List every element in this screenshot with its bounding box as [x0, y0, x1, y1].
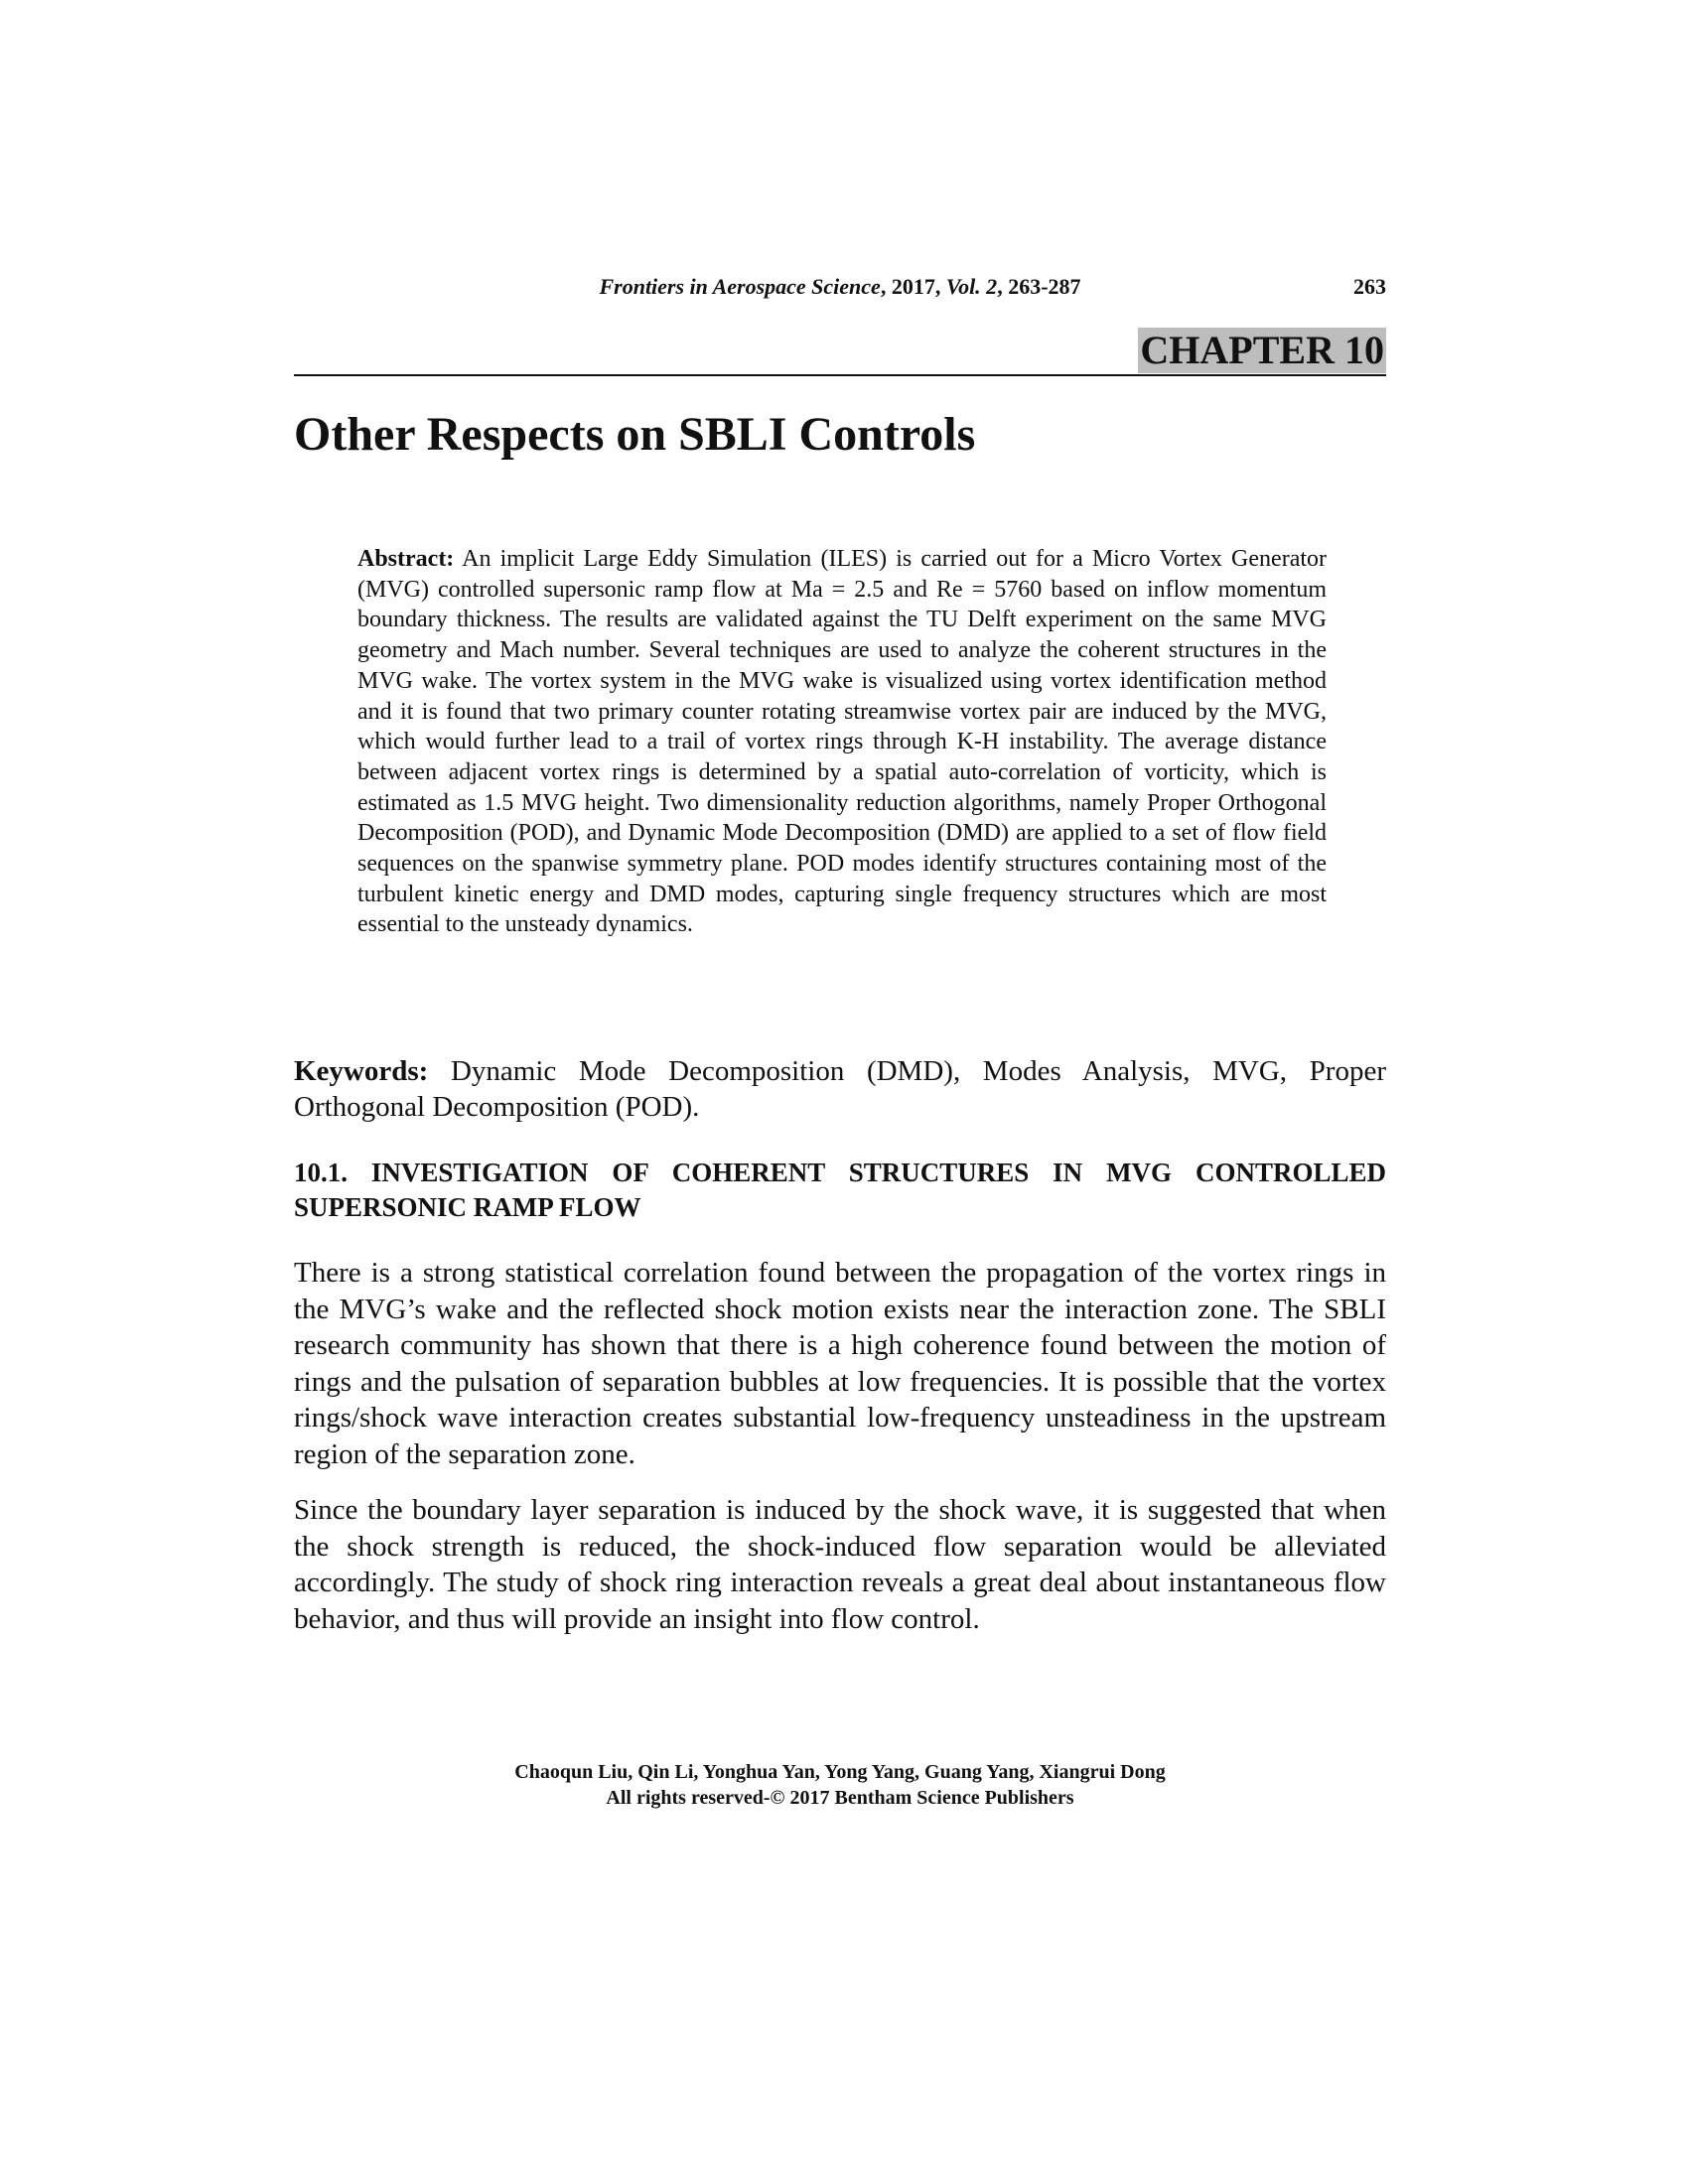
footer-authors: Chaoqun Liu, Qin Li, Yonghua Yan, Yong Yang, Guang Yang, Xiangrui Dong — [514, 1761, 1166, 1783]
keywords-text: Dynamic Mode Decomposition (DMD), Modes Analysis, MVG, Proper Orthogonal Decomposition (POD). — [294, 1055, 1386, 1123]
journal-year: , 2017, — [880, 274, 946, 299]
chapter-title: Other Respects on SBLI Controls — [294, 408, 976, 461]
section-heading: 10.1. INVESTIGATION OF COHERENT STRUCTURES IN MVG CONTROLLED SUPERSONIC RAMP FLOW — [294, 1158, 1386, 1222]
page-footer — [294, 1759, 1386, 1811]
journal-volume: Vol. 2 — [945, 274, 998, 299]
body-paragraph: There is a strong statistical correlation found between the propagation of the vortex rings in the MVG’s wake and the reflected shock motion exists near the interaction zone. The SBLI research community has shown that there is a high coherence found between the motion of rings and the pulsation of separation bubbles at low frequencies. It is possible that the vortex rings/shock wave interaction creates substantial low-frequency unsteadiness in the upstream region of the separation zone. — [294, 1257, 1386, 1470]
journal-citation — [294, 270, 1386, 304]
footer-rights: All rights reserved-© 2017 Bentham Science Publishers — [606, 1787, 1074, 1809]
keywords — [294, 1053, 1386, 1125]
journal-pages: , 263-287 — [997, 274, 1081, 299]
journal-name: Frontiers in Aerospace Science — [599, 274, 881, 299]
chapter-label: CHAPTER 10 — [1140, 328, 1384, 372]
abstract-label: Abstract: — [357, 546, 455, 572]
header-rule — [294, 374, 1386, 376]
abstract — [357, 544, 1327, 940]
running-head — [294, 270, 1386, 304]
abstract-text: An implicit Large Eddy Simulation (ILES) is carried out for a Micro Vortex Generator (MVG) controlled supersonic ramp flow at Ma = 2.5 and Re = 5760 based on inflow momentum boundary thickness. The results are validated against the TU Delft experiment on the same MVG geometry and Mach number. Several techniques are used to analyze the coherent structures in the MVG wake. The vortex system in the MVG wake is visualized using vortex identification method and it is found that two primary counter rotating streamwise vortex pair are induced by the MVG, which would further lead to a trail of vortex rings through K-H instability. The average distance between adjacent vortex rings is determined by a spatial auto-correlation of vorticity, which is estimated as 1.5 MVG height. Two dimensionality reduction algorithms, namely Proper Orthogonal Decomposition (POD), and Dynamic Mode Decomposition (DMD) are applied to a set of flow field sequences on the spanwise symmetry plane. POD modes identify structures containing most of the turbulent kinetic energy and DMD modes, capturing single frequency structures which are most essential to the unsteady dynamics. — [357, 546, 1327, 938]
page-number: 263 — [1353, 274, 1386, 299]
body-paragraph: Since the boundary layer separation is induced by the shock wave, it is suggested that when the shock strength is reduced, the shock-induced flow separation would be alleviated accordingly. The study of shock ring interaction reveals a great deal about instantaneous flow behavior, and thus will provide an insight into flow control. — [294, 1494, 1386, 1635]
keywords-label: Keywords: — [294, 1055, 429, 1087]
